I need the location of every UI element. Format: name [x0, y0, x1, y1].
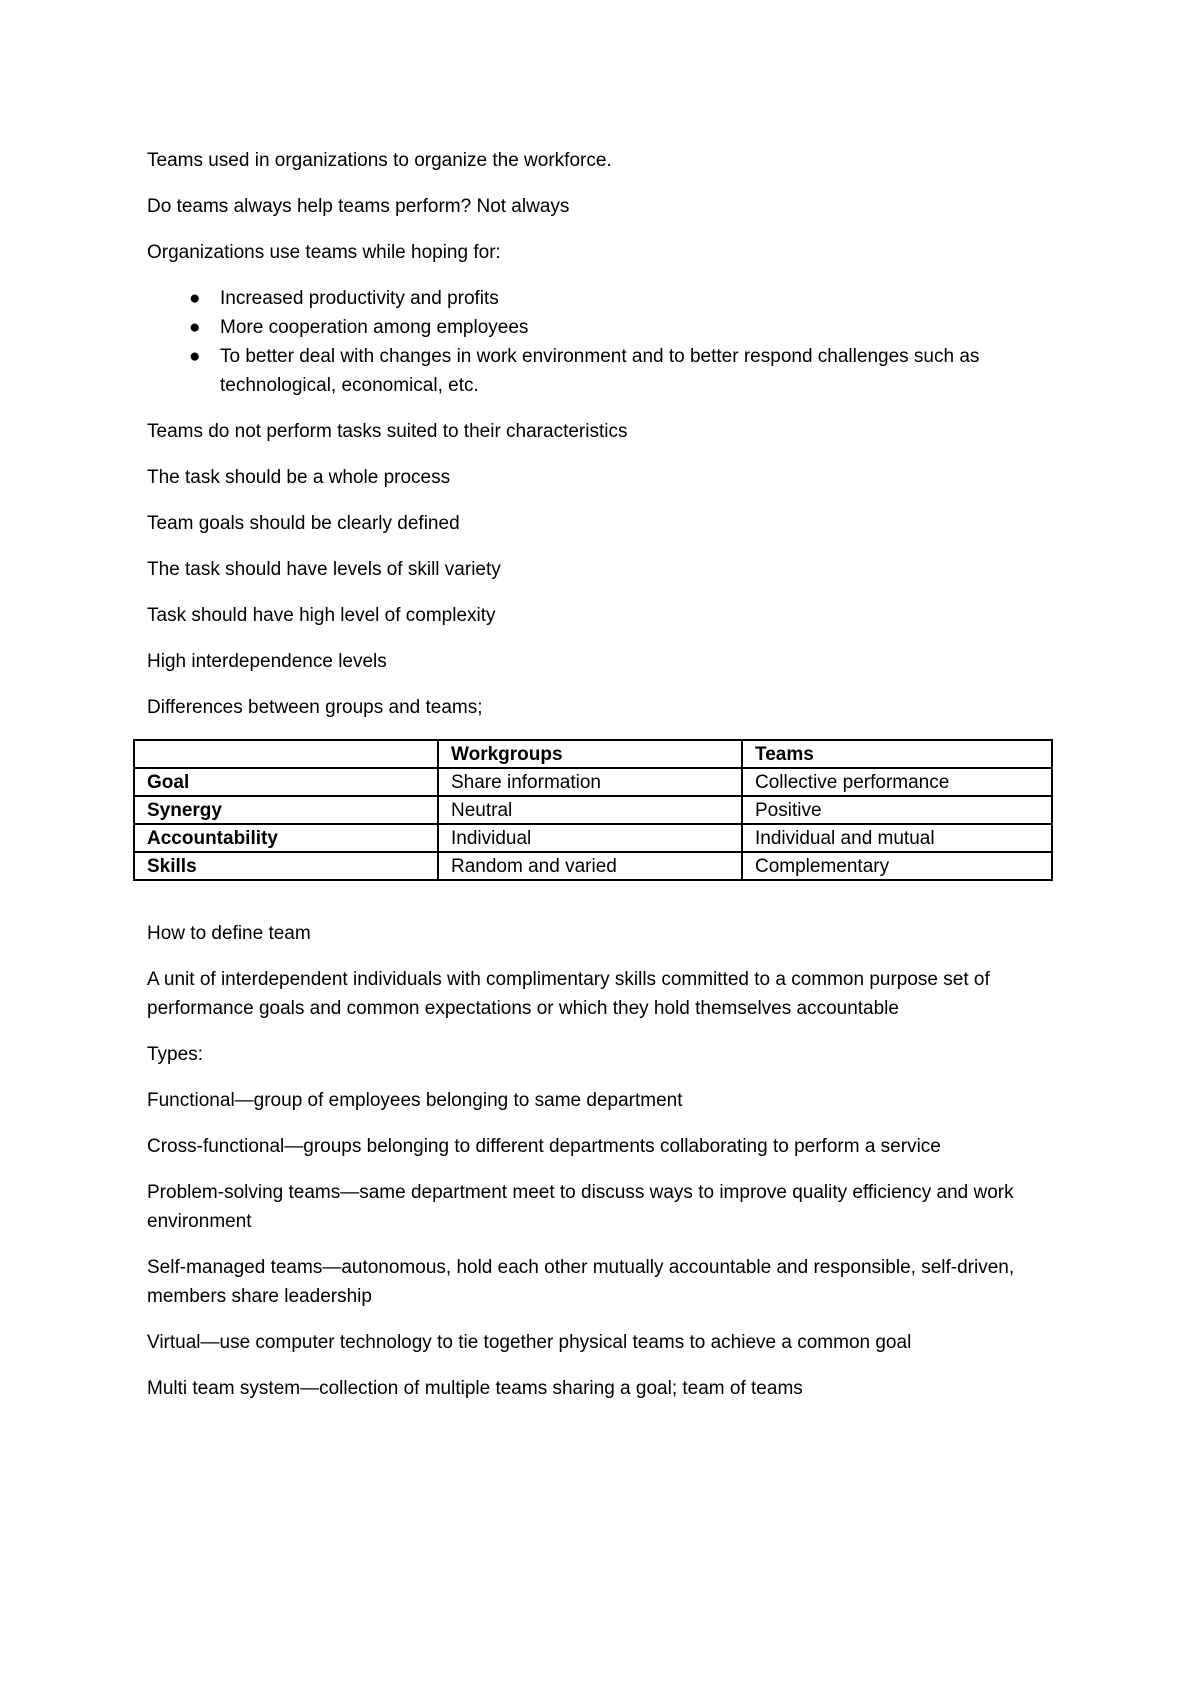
definition-paragraph: A unit of interdependent individuals with complimentary skills committed to a common purpose set of performance goals and common expectations or which they hold themselves accountable	[147, 969, 990, 1019]
hopes-bullet-list	[147, 284, 1067, 400]
team-type-paragraph: Self-managed teams—autonomous, hold each other mutually accountable and responsible, self-driven, members share leadership	[147, 1257, 1015, 1307]
table-header-cell	[134, 740, 438, 768]
table-intro-paragraph: Differences between groups and teams;	[147, 697, 483, 718]
table-cell: Collective performance	[742, 768, 1052, 796]
table-row	[134, 824, 1052, 852]
task-paragraph: High interdependence levels	[147, 651, 387, 672]
list-item	[147, 313, 1067, 342]
table-cell: Individual and mutual	[742, 824, 1052, 852]
table-row-label: Skills	[134, 852, 438, 880]
list-item-text: More cooperation among employees	[220, 317, 529, 338]
task-paragraph: Team goals should be clearly defined	[147, 513, 460, 534]
table-cell: Complementary	[742, 852, 1052, 880]
team-type-paragraph: Cross-functional—groups belonging to different departments collaborating to perform a service	[147, 1136, 941, 1157]
intro-paragraph: Do teams always help teams perform? Not always	[147, 196, 570, 217]
table-row-label: Goal	[134, 768, 438, 796]
list-item	[147, 284, 1067, 313]
bullet-icon: ●	[189, 346, 201, 367]
task-paragraph: Task should have high level of complexity	[147, 605, 496, 626]
intro-paragraph: Organizations use teams while hoping for:	[147, 242, 501, 263]
table-row	[134, 852, 1052, 880]
table-header-cell: Teams	[742, 740, 1052, 768]
team-type-paragraph: Functional—group of employees belonging to same department	[147, 1090, 683, 1111]
intro-paragraph: Teams used in organizations to organize the workforce.	[147, 150, 612, 171]
table-header-row	[134, 740, 1052, 768]
table-row-label: Accountability	[134, 824, 438, 852]
document-body	[147, 146, 1067, 1420]
groups-vs-teams-table	[133, 739, 1053, 881]
table-cell: Random and varied	[438, 852, 742, 880]
table-cell: Neutral	[438, 796, 742, 824]
definition-heading: How to define team	[147, 923, 311, 944]
table-row	[134, 768, 1052, 796]
table-cell: Positive	[742, 796, 1052, 824]
list-item-text: To better deal with changes in work environment and to better respond challenges such as technological, economical, etc.	[220, 346, 980, 396]
list-item	[147, 342, 1067, 400]
table-header-cell: Workgroups	[438, 740, 742, 768]
team-type-paragraph: Multi team system—collection of multiple teams sharing a goal; team of teams	[147, 1378, 803, 1399]
task-paragraph: The task should be a whole process	[147, 467, 451, 488]
task-paragraph: Teams do not perform tasks suited to their characteristics	[147, 421, 628, 442]
table-cell: Individual	[438, 824, 742, 852]
list-item-text: Increased productivity and profits	[220, 288, 499, 309]
types-label: Types:	[147, 1044, 203, 1065]
spacer	[147, 881, 1067, 919]
table-row-label: Synergy	[134, 796, 438, 824]
team-type-paragraph: Virtual—use computer technology to tie together physical teams to achieve a common goal	[147, 1332, 912, 1353]
bullet-icon: ●	[189, 317, 201, 338]
table-cell: Share information	[438, 768, 742, 796]
table-row	[134, 796, 1052, 824]
team-type-paragraph: Problem-solving teams—same department meet to discuss ways to improve quality efficiency and work environment	[147, 1182, 1014, 1232]
bullet-icon: ●	[189, 288, 201, 309]
task-paragraph: The task should have levels of skill variety	[147, 559, 501, 580]
